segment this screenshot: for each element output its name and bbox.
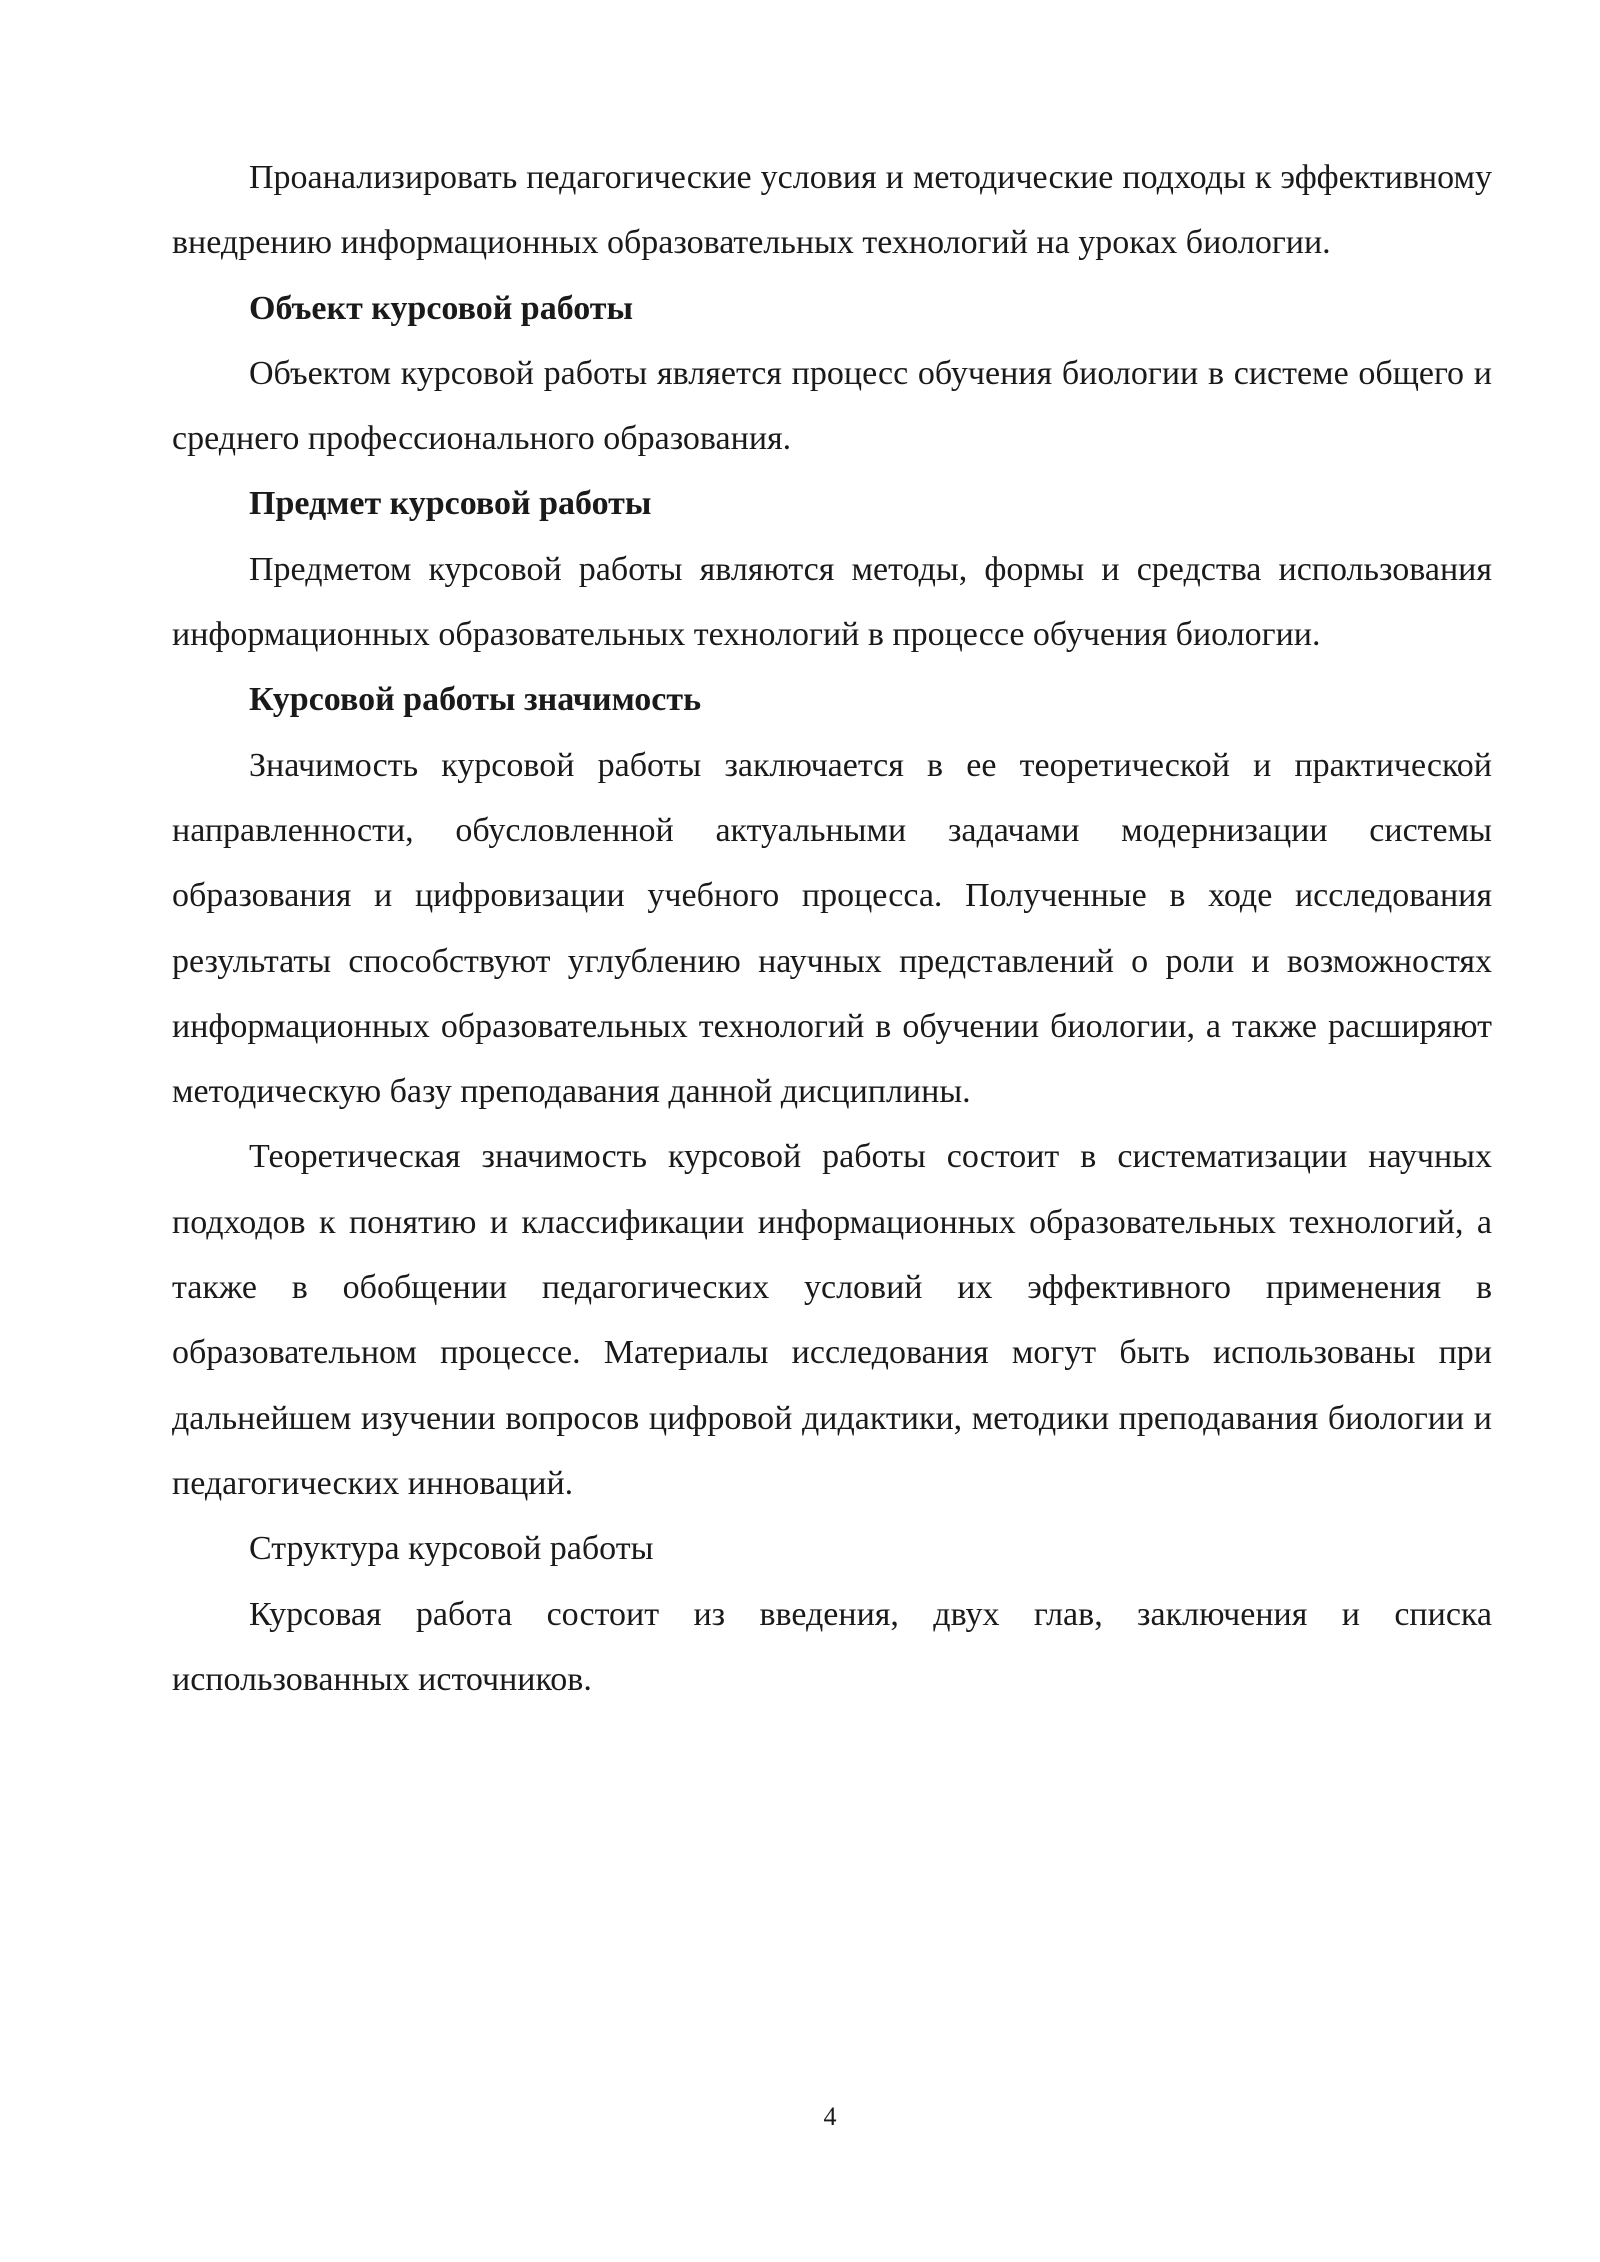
paragraph-structure: Курсовая работа состоит из введения, двух глав, заключения и списка использованных источников. xyxy=(172,1595,1492,1698)
heading-object: Объект курсовой работы xyxy=(249,289,634,327)
paragraph-object: Объектом курсовой работы является процесс обучения биологии в системе общего и среднего профессионального образования. xyxy=(172,354,1492,458)
heading-significance: Курсовой работы значимость xyxy=(249,681,702,719)
page-body xyxy=(172,145,1492,1712)
paragraph-theoretical-significance: Теоретическая значимость курсовой работы состоит в систематизации научных подходов к понятию и классификации информационных образовательных технологий, а также в обобщении педагогических условий их эффективного применения в образовательном процессе. Материалы исследования могут быть использованы при дальнейшем изучении вопросов цифровой дидактики, методики преподавания биологии и педагогических инноваций. xyxy=(172,1138,1492,1502)
heading-subject: Предмет курсовой работы xyxy=(249,485,652,523)
heading-structure: Структура курсовой работы xyxy=(249,1530,654,1568)
paragraph-goal: Проанализировать педагогические условия и методические подходы к эффективному внедрению информационных образовательных технологий на уроках биологии. xyxy=(172,159,1492,262)
page-number: 4 xyxy=(823,2102,837,2131)
paragraph-subject: Предметом курсовой работы являются методы, формы и средства использования информационных образовательных технологий в процессе обучения биологии. xyxy=(172,550,1492,654)
paragraph-significance: Значимость курсовой работы заключается в ее теоретической и практической направленности, обусловленной актуальными задачами модернизации системы образования и цифровизации учебного процесса. Полученные в ходе исследования результаты способствуют углублению научных представлений о роли и возможностях информационных образовательных технологий в обучении биологии, а также расширяют методическую базу преподавания данной дисциплины. xyxy=(172,746,1492,1111)
